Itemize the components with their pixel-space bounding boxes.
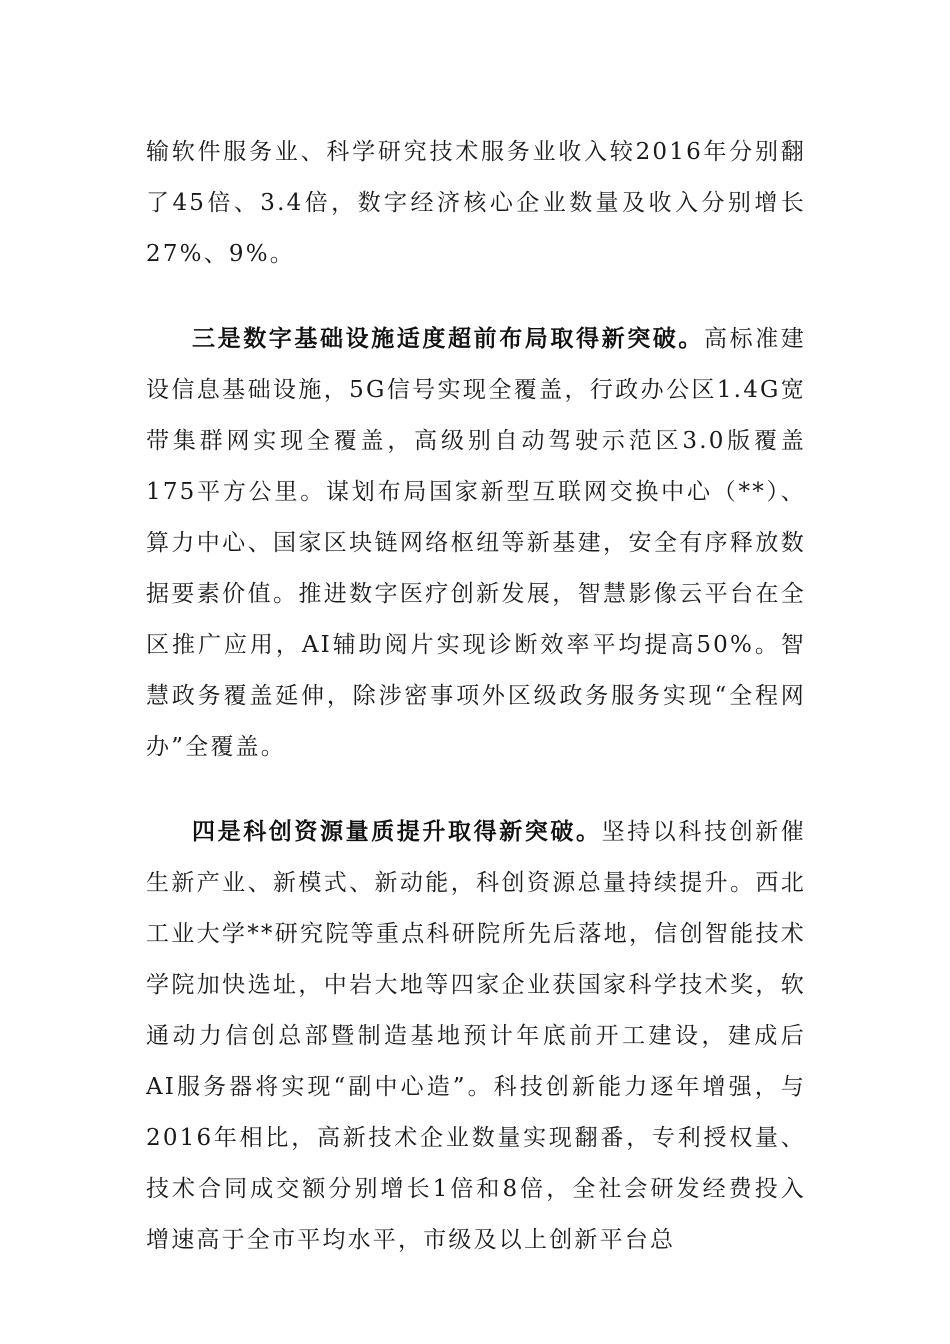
paragraph-innovation [146, 806, 806, 1266]
document-page [146, 127, 806, 1266]
paragraph-continued [146, 127, 806, 280]
paragraph-body: 坚持以科技创新催生新产业、新模式、新动能，科创资源总量持续提升。西北工业大学**研究院等重点科研院所先后落地，信创智能技术学院加快选址，中岩大地等四家企业获国家科学技术奖，软通动力信创总部暨制造基地预计年底前开工建设，建成后AI服务器将实现“副中心造”。科技创新能力逐年增强，与2016年相比，高新技术企业数量实现翻番，专利授权量、技术合同成交额分别增长1倍和8倍，全社会研发经费投入增速高于全市平均水平，市级及以上创新平台总 [146, 819, 806, 1253]
paragraph-body: 输软件服务业、科学研究技术服务业收入较2016年分别翻了45倍、3.4倍，数字经济核心企业数量及收入分别增长27%、9%。 [146, 139, 806, 267]
paragraph-infrastructure [146, 313, 806, 773]
paragraph-heading: 三是数字基础设施适度超前布局取得新突破。 [192, 325, 704, 352]
paragraph-heading: 四是科创资源量质提升取得新突破。 [192, 818, 602, 845]
paragraph-body: 高标准建设信息基础设施，5G信号实现全覆盖，行政办公区1.4G宽带集群网实现全覆盖，高级别自动驾驶示范区3.0版覆盖175平方公里。谋划布局国家新型互联网交换中心（**）、算力中心、国家区块链网络枢纽等新基建，安全有序释放数据要素价值。推进数字医疗创新发展，智慧影像云平台在全区推广应用，AI辅助阅片实现诊断效率平均提高50%。智慧政务覆盖延伸，除涉密事项外区级政务服务实现“全程网办”全覆盖。 [146, 326, 806, 760]
